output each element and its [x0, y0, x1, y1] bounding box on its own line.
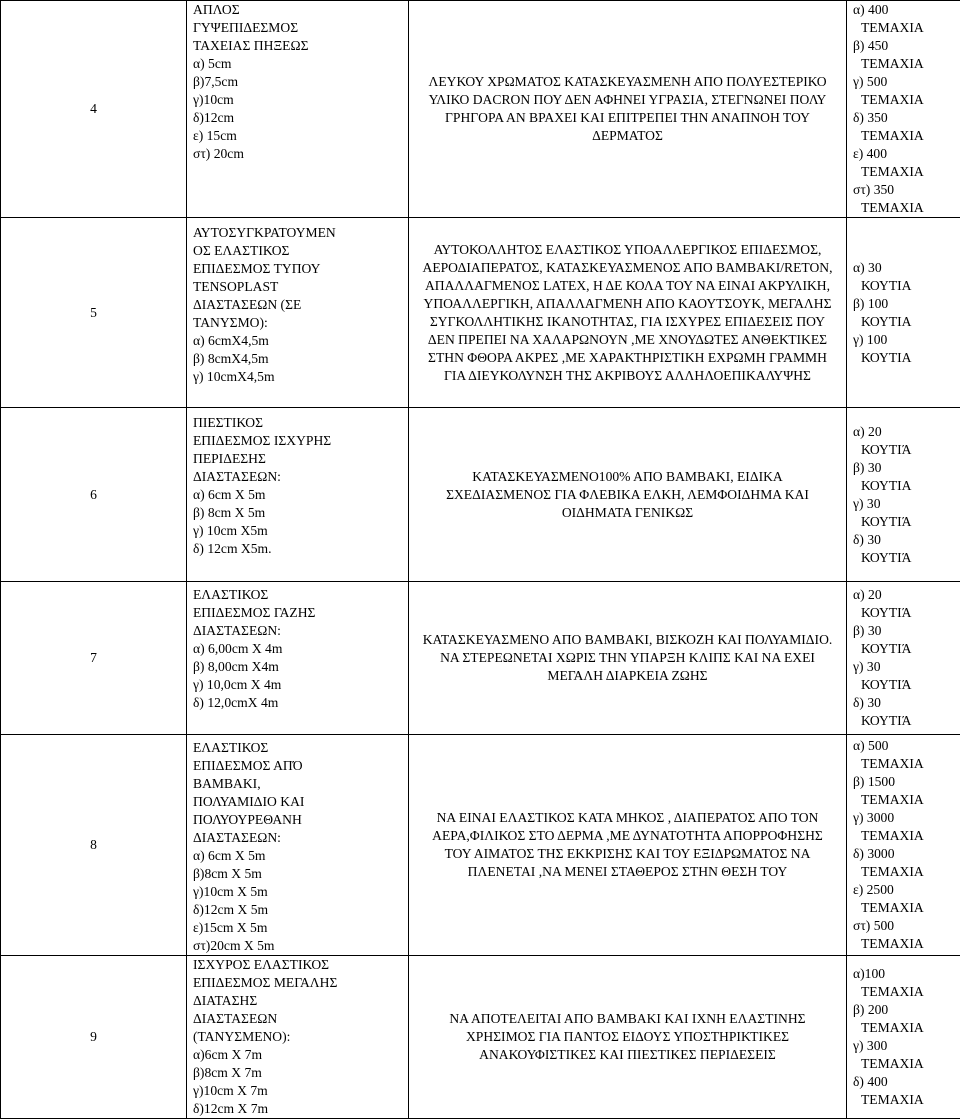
item-title-line: ΔΙΑΣΤΑΣΕΩΝ: [193, 829, 402, 847]
quantity-item [853, 1, 956, 37]
quantity-label: γ) 500 [853, 73, 956, 91]
quantity-label: γ) 30 [853, 658, 956, 676]
item-title-line: β) 8cmX4,5m [193, 350, 402, 368]
item-title-line: ΕΛΑΣΤΙΚΟΣ [193, 739, 402, 757]
item-title-cell [187, 218, 409, 408]
item-title-line: δ) 12cm X5m. [193, 540, 402, 558]
quantity-label: β) 450 [853, 37, 956, 55]
quantity-label: α) 20 [853, 586, 956, 604]
quantity-label: δ) 30 [853, 694, 956, 712]
quantity-unit: ΤΕΜΑΧΙΑ [853, 91, 956, 109]
quantity-label: γ) 100 [853, 331, 956, 349]
table-body [1, 1, 960, 1119]
quantity-unit: ΤΕΜΑΧΙΑ [853, 935, 956, 953]
quantity-item [853, 37, 956, 73]
quantity-label: δ) 400 [853, 1073, 956, 1091]
quantity-unit: ΤΕΜΑΧΙΑ [853, 1019, 956, 1037]
item-title-line: ΔΙΑΤΑΣΗΣ [193, 992, 402, 1010]
item-description-text: ΛΕΥΚΟΥ ΧΡΩΜΑΤΟΣ ΚΑΤΑΣΚΕΥΑΣΜΕΝΗ ΑΠΟ ΠΟΛΥΕΣΤΕΡΙΚΟ ΥΛΙΚΟ DACRON ΠΟΥ ΔΕΝ ΑΦΗΝΕΙ ΥΓΡΑΣΙΑ, ΣΤΕΓΝΩΝΕΙ ΠΟΛΥ ΓΡΗΓΟΡΑ ΑΝ ΒΡΑΧΕΙ ΚΑΙ ΕΠΙΤΡΕΠΕΙ ΤΗΝ ΑΝΑΠΝΟΗ ΤΟΥ ΔΕΡΜΑΤΟΣ [419, 73, 836, 145]
item-title-line: ΔΙΑΣΤΑΣΕΩΝ: [193, 622, 402, 640]
quantity-unit: ΤΕΜΑΧΙΑ [853, 755, 956, 773]
item-title-cell [187, 1, 409, 218]
quantity-item [853, 965, 956, 1001]
quantity-unit: ΤΕΜΑΧΙΑ [853, 19, 956, 37]
quantity-label: ε) 2500 [853, 881, 956, 899]
item-title-line: ΔΙΑΣΤΑΣΕΩΝ (ΣΕ [193, 296, 402, 314]
item-title-line: ΤΑΝΥΣΜΟ): [193, 314, 402, 332]
item-number: 4 [1, 1, 187, 218]
item-title-line: γ)10cm X 5m [193, 883, 402, 901]
quantity-item [853, 809, 956, 845]
quantity-label: β) 200 [853, 1001, 956, 1019]
item-title-line: στ)20cm X 5m [193, 937, 402, 955]
item-description [409, 582, 847, 735]
item-title-line: β)7,5cm [193, 73, 402, 91]
quantity-item [853, 73, 956, 109]
quantity-label: γ) 30 [853, 495, 956, 513]
item-title-cell [187, 735, 409, 956]
item-title-line: β)8cm X 5m [193, 865, 402, 883]
item-description [409, 956, 847, 1119]
item-title-line: ΙΣΧΥΡΟΣ ΕΛΑΣΤΙΚΟΣ [193, 956, 402, 974]
quantity-item [853, 145, 956, 181]
item-quantities [847, 1, 960, 218]
quantity-item [853, 773, 956, 809]
quantity-item [853, 295, 956, 331]
item-description-text: ΑΥΤΟΚΟΛΛΗΤΟΣ ΕΛΑΣΤΙΚΟΣ ΥΠΟΑΛΛΕΡΓΙΚΟΣ ΕΠΙΔΕΣΜΟΣ, ΑΕΡΟΔΙΑΠΕΡΑΤΟΣ, ΚΑΤΑΣΚΕΥΑΣΜΕΝΟΣ ΑΠΟ ΒΑΜΒΑΚΙ/RETON, ΑΠΑΛΛΑΓΜΕΝΟΣ LATEX, Η ΔΕ ΚΟΛΑ ΤΟΥ ΝΑ ΕΙΝΑΙ ΑΚΡΥΛΙΚΗ, ΥΠΟΑΛΛΕΡΓΙΚΗ, ΑΠΑΛΛΑΓΜΕΝΗ ΑΠΟ ΚΑΟΥΤΣΟΥΚ, ΜΕΓΑΛΗΣ ΣΥΓΚΟΛΛΗΤΙΚΗΣ ΙΚΑΝΟΤΗΤΑΣ, ΓΙΑ ΙΣΧΥΡΕΣ ΕΠΙΔΕΣΕΙΣ ΠΟΥ ΔΕΝ ΠΡΕΠΕΙ ΝΑ ΧΑΛΑΡΩΝΟΥΝ ,ΜΕ ΧΝΟΥΔΩΤΕΣ ΑΝΘΕΚΤΙΚΕΣ ΣΤΗΝ ΦΘΟΡΑ ΑΚΡΕΣ ,ΜΕ ΧΑΡΑΚΤΗΡΙΣΤΙΚΗ ΕΧΡΩΜΗ ΓΡΑΜΜΗ ΓΙΑ ΔΙΕΥΚΟΛΥΝΣΗ ΤΗΣ ΑΚΡΙΒΟΥΣ ΑΛΛΗΛΟΕΠΙΚΑΛΥΨΗΣ [419, 241, 836, 385]
item-number: 8 [1, 735, 187, 956]
item-title-line: ΕΛΑΣΤΙΚΟΣ [193, 586, 402, 604]
item-title-line: ΔΙΑΣΤΑΣΕΩΝ: [193, 468, 402, 486]
item-description-text: ΚΑΤΑΣΚΕΥΑΣΜΕΝΟ ΑΠΟ ΒΑΜΒΑΚΙ, ΒΙΣΚΟΖΗ ΚΑΙ ΠΟΛΥΑΜΙΔΙΟ. ΝΑ ΣΤΕΡΕΩΝΕΤΑΙ ΧΩΡΙΣ ΤΗΝ ΥΠΑΡΞΗ ΚΛΙΠΣ ΚΑΙ ΝΑ ΕΧΕΙ ΜΕΓΑΛΗ ΔΙΑΡΚΕΙΑ ΖΩΗΣ [419, 631, 836, 685]
quantity-item [853, 658, 956, 694]
quantity-unit: ΤΕΜΑΧΙΑ [853, 1091, 956, 1109]
quantity-label: α) 30 [853, 259, 956, 277]
quantity-item [853, 531, 956, 567]
quantity-label: δ) 3000 [853, 845, 956, 863]
quantity-label: στ) 350 [853, 181, 956, 199]
item-title-line: στ) 20cm [193, 145, 402, 163]
item-description [409, 408, 847, 582]
quantity-unit: ΤΕΜΑΧΙΑ [853, 863, 956, 881]
quantity-item [853, 881, 956, 917]
quantity-label: στ) 500 [853, 917, 956, 935]
quantity-label: δ) 350 [853, 109, 956, 127]
quantity-item [853, 495, 956, 531]
item-description-text: ΚΑΤΑΣΚΕΥΑΣΜΕΝΟ100% ΑΠΟ ΒΑΜΒΑΚΙ, ΕΙΔΙΚΑ ΣΧΕΔΙΑΣΜΕΝΟΣ ΓΙΑ ΦΛΕΒΙΚΑ ΕΛΚΗ, ΛΕΜΦΟΙΔΗΜΑ ΚΑΙ ΟΙΔΗΜΑΤΑ ΓΕΝΙΚΩΣ [419, 468, 836, 522]
table-row [1, 218, 960, 408]
item-title-cell [187, 408, 409, 582]
item-description-text: ΝΑ ΕΙΝΑΙ ΕΛΑΣΤΙΚΟΣ ΚΑΤΑ ΜΗΚΟΣ , ΔΙΑΠΕΡΑΤΟΣ ΑΠΟ ΤΟΝ ΑΕΡΑ,ΦΙΛΙΚΟΣ ΣΤΟ ΔΕΡΜΑ ,ΜΕ ΔΥΝΑΤΟΤΗΤΑ ΑΠΟΡΡΟΦΗΣΗΣ ΤΟΥ ΑΙΜΑΤΟΣ ΤΗΣ ΕΚΚΡΙΣΗΣ ΚΑΙ ΤΟΥ ΕΞΙΔΡΩΜΑΤΟΣ ΝΑ ΠΛΕΝΕΤΑΙ ,ΝΑ ΜΕΝΕΙ ΣΤΑΘΕΡΟΣ ΣΤΗΝ ΘΕΣΗ ΤΟΥ [419, 809, 836, 881]
quantity-item [853, 1001, 956, 1037]
item-quantities [847, 408, 960, 582]
quantity-unit: ΤΕΜΑΧΙΑ [853, 983, 956, 1001]
quantity-item [853, 917, 956, 953]
quantity-unit: ΤΕΜΑΧΙΑ [853, 899, 956, 917]
item-title-line: ΟΣ ΕΛΑΣΤΙΚΟΣ [193, 242, 402, 260]
item-title-line: TENSOPLAST [193, 278, 402, 296]
quantity-item [853, 459, 956, 495]
item-title-line: ΕΠΙΔΕΣΜΟΣ ΤΥΠΟΥ [193, 260, 402, 278]
quantity-item [853, 259, 956, 295]
quantity-unit: ΤΕΜΑΧΙΑ [853, 827, 956, 845]
item-title-line: ΕΠΙΔΕΣΜΟΣ ΑΠΌ [193, 757, 402, 775]
quantity-unit: ΤΕΜΑΧΙΑ [853, 199, 956, 217]
quantity-unit: ΤΕΜΑΧΙΑ [853, 127, 956, 145]
quantity-label: γ) 3000 [853, 809, 956, 827]
quantity-label: β) 1500 [853, 773, 956, 791]
item-title-line: α) 5cm [193, 55, 402, 73]
item-title-line: ΕΠΙΔΕΣΜΟΣ ΙΣΧΥΡΗΣ [193, 432, 402, 450]
item-title-line: γ)10cm X 7m [193, 1082, 402, 1100]
item-title-line: β) 8,00cm X4m [193, 658, 402, 676]
table-row [1, 735, 960, 956]
quantity-label: α) 500 [853, 737, 956, 755]
item-title-line: γ) 10cm X5m [193, 522, 402, 540]
quantity-unit: ΚΟΥΤΙΑ [853, 349, 956, 367]
item-title-line: ΓΥΨΕΠΙΔΕΣΜΟΣ [193, 19, 402, 37]
item-title-cell [187, 956, 409, 1119]
item-title-line: ΠΟΛΥΑΜΙΔΙΟ ΚΑΙ [193, 793, 402, 811]
quantity-item [853, 423, 956, 459]
quantity-unit: ΚΟΥΤΙΆ [853, 513, 956, 531]
quantity-item [853, 845, 956, 881]
quantity-label: ε) 400 [853, 145, 956, 163]
quantity-item [853, 109, 956, 145]
quantity-item [853, 1073, 956, 1109]
quantity-unit: ΤΕΜΑΧΙΑ [853, 55, 956, 73]
item-title-line: γ) 10cmX4,5m [193, 368, 402, 386]
quantity-unit: ΤΕΜΑΧΙΑ [853, 1055, 956, 1073]
quantity-unit: ΚΟΥΤΙΆ [853, 676, 956, 694]
item-title-line: ε)15cm X 5m [193, 919, 402, 937]
item-title-line: ΕΠΙΔΕΣΜΟΣ ΜΕΓΑΛΗΣ [193, 974, 402, 992]
item-title-line: α) 6,00cm X 4m [193, 640, 402, 658]
item-title-cell [187, 582, 409, 735]
quantity-item [853, 586, 956, 622]
item-title-line: δ) 12,0cmX 4m [193, 694, 402, 712]
item-title-line: δ)12cm [193, 109, 402, 127]
item-number: 9 [1, 956, 187, 1119]
item-title-line: (ΤΑΝΥΣΜΕΝΟ): [193, 1028, 402, 1046]
quantity-label: α)100 [853, 965, 956, 983]
item-title-line: α)6cm X 7m [193, 1046, 402, 1064]
quantity-unit: ΚΟΥΤΙΑ [853, 477, 956, 495]
quantity-label: α) 20 [853, 423, 956, 441]
table-row [1, 1, 960, 218]
table-row [1, 408, 960, 582]
item-title-line: ΤΑΧΕΙΑΣ ΠΗΞΕΩΣ [193, 37, 402, 55]
quantity-item [853, 1037, 956, 1073]
quantity-item [853, 694, 956, 730]
item-title-line: ΒΑΜΒΑΚΙ, [193, 775, 402, 793]
quantity-item [853, 622, 956, 658]
item-title-line: ΠΟΛΥΟΥΡΕΘΑΝΗ [193, 811, 402, 829]
item-title-line: ε) 15cm [193, 127, 402, 145]
item-quantities [847, 582, 960, 735]
item-title-line: α) 6cm X 5m [193, 847, 402, 865]
item-quantities [847, 735, 960, 956]
quantity-unit: ΤΕΜΑΧΙΑ [853, 163, 956, 181]
item-number: 6 [1, 408, 187, 582]
item-title-line: ΔΙΑΣΤΑΣΕΩΝ [193, 1010, 402, 1028]
item-title-line: α) 6cmX4,5m [193, 332, 402, 350]
quantity-unit: ΚΟΥΤΙΑ [853, 313, 956, 331]
quantity-unit: ΤΕΜΑΧΙΑ [853, 791, 956, 809]
quantity-label: γ) 300 [853, 1037, 956, 1055]
item-title-line: β)8cm X 7m [193, 1064, 402, 1082]
item-description [409, 735, 847, 956]
item-quantities [847, 956, 960, 1119]
item-title-line: δ)12cm X 7m [193, 1100, 402, 1118]
item-description-text: ΝΑ ΑΠΟΤΕΛΕΙΤΑΙ ΑΠΟ ΒΑΜΒΑΚΙ ΚΑΙ ΙΧΝΗ ΕΛΑΣΤΙΝΗΣ ΧΡΗΣΙΜΟΣ ΓΙΑ ΠΑΝΤΟΣ ΕΙΔΟΥΣ ΥΠΟΣΤΗΡΙΚΤΙΚΕΣ ΑΝΑΚΟΥΦΙΣΤΙΚΕΣ ΚΑΙ ΠΙΕΣΤΙΚΕΣ ΠΕΡΙΔΕΣΕΙΣ [419, 1010, 836, 1064]
table-row [1, 582, 960, 735]
quantity-item [853, 331, 956, 367]
item-number: 5 [1, 218, 187, 408]
item-title-line: ΠΙΕΣΤΙΚΟΣ [193, 414, 402, 432]
table-row [1, 956, 960, 1119]
quantity-unit: ΚΟΥΤΙΆ [853, 604, 956, 622]
quantity-label: β) 30 [853, 622, 956, 640]
item-title-line: ΑΥΤΟΣΥΓΚΡΑΤΟΥΜΕΝ [193, 224, 402, 242]
quantity-label: β) 100 [853, 295, 956, 313]
quantity-item [853, 181, 956, 217]
item-title-line: α) 6cm X 5m [193, 486, 402, 504]
item-number: 7 [1, 582, 187, 735]
quantity-label: δ) 30 [853, 531, 956, 549]
item-description [409, 218, 847, 408]
item-title-line: δ)12cm X 5m [193, 901, 402, 919]
item-title-line: γ)10cm [193, 91, 402, 109]
quantity-unit: ΚΟΥΤΙΆ [853, 441, 956, 459]
item-title-line: γ) 10,0cm X 4m [193, 676, 402, 694]
item-quantities [847, 218, 960, 408]
item-title-line: β) 8cm X 5m [193, 504, 402, 522]
quantity-unit: ΚΟΥΤΙΆ [853, 549, 956, 567]
quantity-unit: ΚΟΥΤΙΆ [853, 712, 956, 730]
item-title-line: ΕΠΙΔΕΣΜΟΣ ΓΑΖΗΣ [193, 604, 402, 622]
item-title-line: ΑΠΛΟΣ [193, 1, 402, 19]
item-description [409, 1, 847, 218]
quantity-label: α) 400 [853, 1, 956, 19]
quantity-item [853, 737, 956, 773]
quantity-label: β) 30 [853, 459, 956, 477]
quantity-unit: ΚΟΥΤΙΆ [853, 640, 956, 658]
quantity-unit: ΚΟΥΤΙΑ [853, 277, 956, 295]
item-title-line: ΠΕΡΙΔΕΣΗΣ [193, 450, 402, 468]
